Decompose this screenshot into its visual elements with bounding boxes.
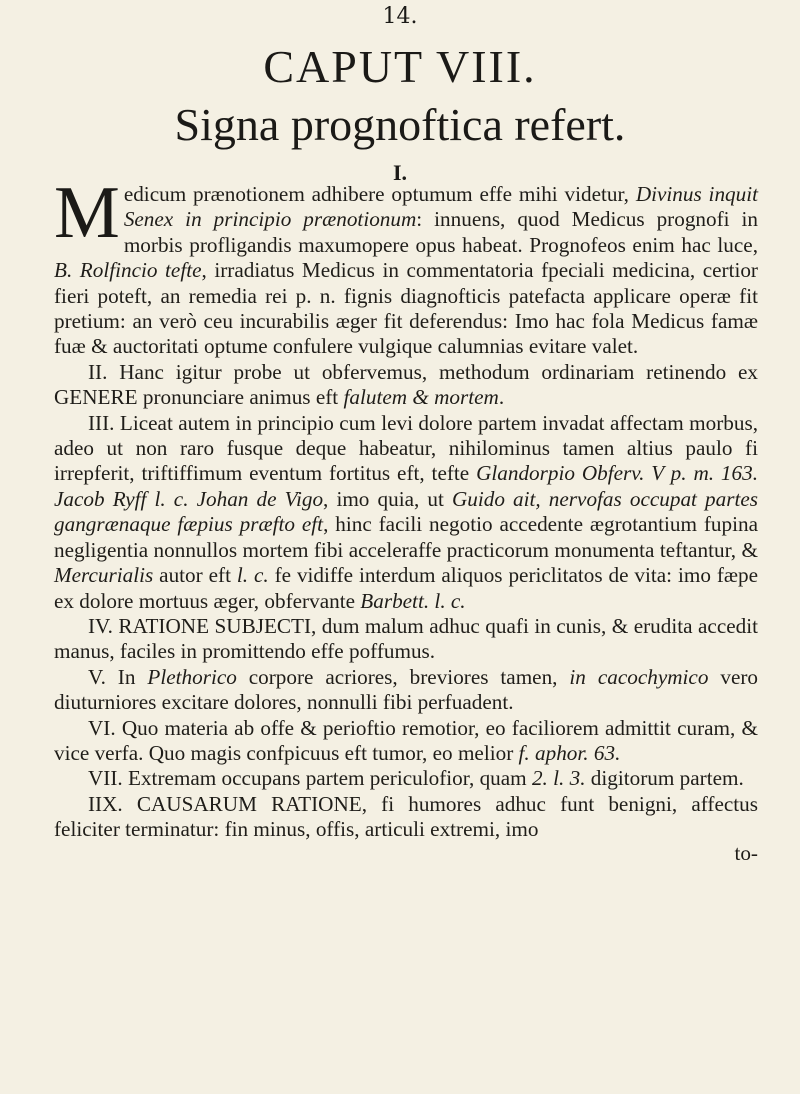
- body-text: [54, 172, 759, 866]
- page-title: Signa prognoftica refert.: [174, 99, 626, 150]
- paragraph-italic: falutem & mortem: [343, 385, 499, 410]
- paragraph-text: Quo materia ab offe & perioftio remotior, eo faciliorem admittit curam, & vice verfa. Quo magis confpicuus eft tumor, eo melior: [54, 715, 758, 765]
- catchword: to-: [734, 840, 758, 865]
- paragraph-number: IV.: [88, 613, 113, 638]
- paragraph-italic: Plethorico: [147, 664, 237, 689]
- paragraph-text: CAUSARUM RATIONE, fi humores adhuc funt benigni, affectus feliciter terminatur: fin minus, offis, articuli extremi, imo: [54, 791, 758, 842]
- paragraph-italic: Divinus inquit Senex in principio prænotionum: [123, 182, 758, 232]
- paragraph-italic: f. aphor. 63.: [518, 740, 621, 765]
- paragraph-8: [54, 792, 758, 843]
- paragraph-italic: in cacochymico: [569, 664, 709, 689]
- paragraph-text: Hanc igitur probe ut obfervemus, methodum ordinariam retinendo ex GENERE pronunciare animus eft: [54, 359, 758, 410]
- paragraph-5: [54, 665, 758, 716]
- paragraph-number: III.: [88, 410, 115, 435]
- section-number: I.: [392, 160, 408, 185]
- paragraph-italic: Guido ait, nervofas occupat partes gangrænaque fæpius præfto eft: [54, 486, 759, 537]
- paragraph-text: , hinc facili negotio accedente ægrotantium fupina negligentia nonnullos mortem fibi acceleraffe practicorum monumenta teftantur, &: [54, 512, 758, 562]
- page-number: 14.: [382, 4, 418, 29]
- paragraph-text: vero diuturniores excitare dolores, nonnulli fibi perfuadent.: [54, 664, 758, 715]
- paragraph-text: Liceat autem in principio cum levi dolore partem invadat affectam morbus, adeo ut non raro fusque deque habeatur, nihilominus tamen altius paulo fi irrepferit, triftiffimum eventum fortitus eft, tefte: [54, 410, 758, 486]
- paragraph-text: fe vidiffe interdum aliquos periclitatos de vita: imo fæpe ex dolore mortuus æger, obfervante: [54, 563, 759, 613]
- paragraph-7: [54, 766, 758, 791]
- paragraph-text: autor eft: [153, 563, 237, 588]
- paragraph-italic: 2. l. 3.: [531, 766, 586, 791]
- paragraph-number: IIX.: [88, 791, 123, 816]
- paragraph-text: : innuens, quod Medicus prognofi in morbis profligandis maxumopere opus habeat. Prognofeos enim hac luce,: [123, 207, 759, 257]
- paragraph-text: , imo quia, ut: [323, 486, 452, 511]
- chapter-heading: CAPUT VIII.: [263, 41, 537, 92]
- drop-cap: M: [54, 172, 120, 254]
- paragraph-2: [54, 360, 758, 411]
- paragraph-text: .: [498, 385, 505, 410]
- paragraph-number: II.: [88, 359, 108, 384]
- paragraph-6: [54, 716, 758, 767]
- paragraph-text: edicum prænotionem adhibere optumum effe mihi videtur,: [123, 182, 636, 206]
- paragraph-text: corpore acriores, breviores tamen,: [236, 664, 570, 689]
- paragraph-italic: Mercurialis: [54, 563, 154, 588]
- paragraph-3: [54, 411, 758, 614]
- paragraph-number: V.: [88, 664, 106, 689]
- paragraph-1: [54, 172, 759, 360]
- paragraph-text: Extremam occupans partem periculofior, quam: [122, 766, 532, 791]
- paragraph-italic: Glandorpio Obferv. V p. m. 163. Jacob Ryff l. c. Johan de Vigo: [54, 461, 758, 511]
- paragraph-text: , irradiatus Medicus in commentatoria fpeciali medicina, certior fieri poteft, an remedia rei p. n. fignis diagnofticis patefacta applicare operæ fit pretium: an verò ceu incurabilis æger fit deferendus: Imo hac fola Medicus famæ fuæ & auctoritati optume confulere vulgique calumnias evitare valet.: [54, 258, 758, 359]
- paragraph-text: digitorum partem.: [585, 766, 744, 791]
- paragraph-italic: B. Rolfincio tefte: [54, 258, 202, 283]
- paragraph-number: VI.: [88, 715, 116, 740]
- paragraph-4: [54, 614, 758, 665]
- paragraph-number: VII.: [88, 766, 123, 791]
- paragraph-text: RATIONE SUBJECTI, dum malum adhuc quafi in cunis, & erudita accedit manus, faciles in promittendo effe poffumus.: [54, 613, 758, 664]
- paragraph-text: In: [105, 664, 148, 689]
- paragraph-italic: l. c.: [236, 563, 269, 588]
- paragraph-italic: Barbett. l. c.: [360, 588, 466, 613]
